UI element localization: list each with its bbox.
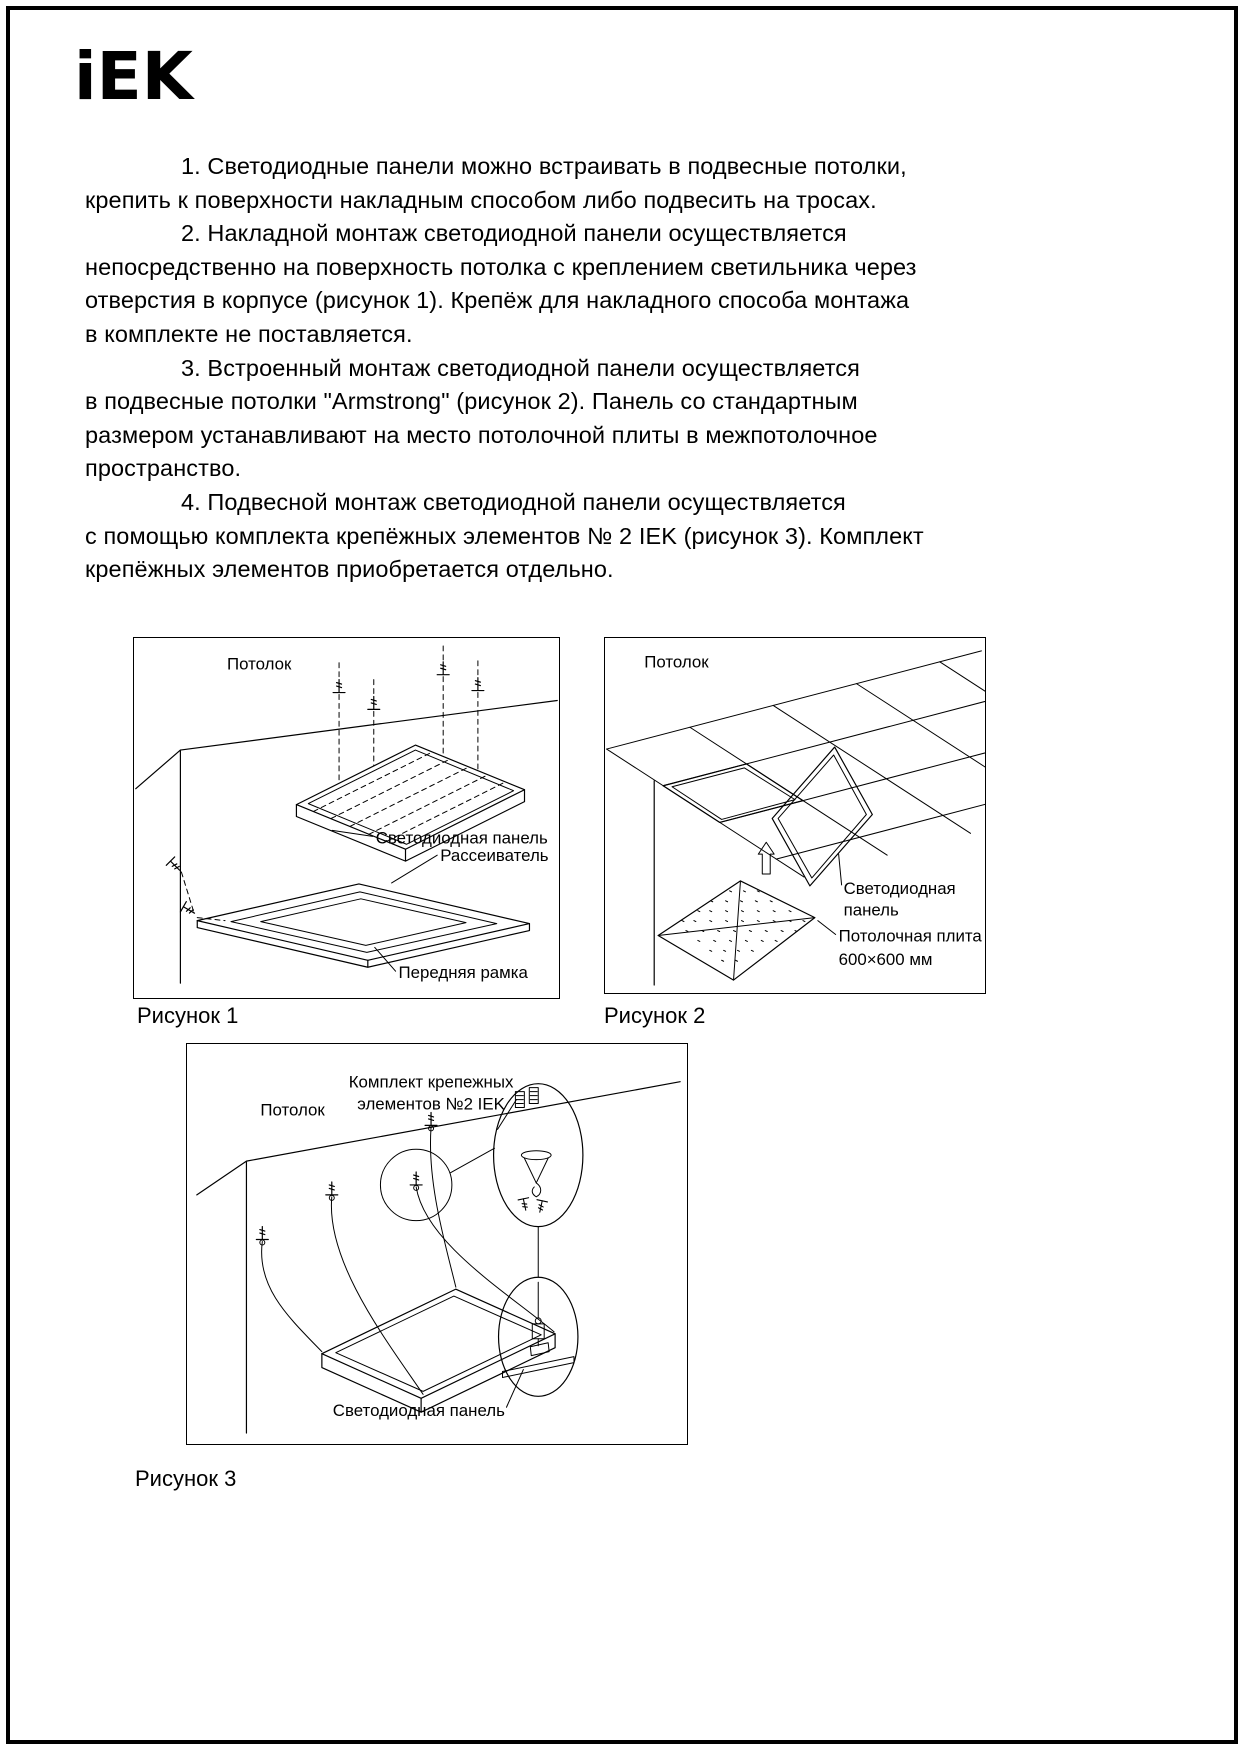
paragraph: 2. Накладной монтаж светодиодной панели осуществляется непосредственно на поверхность потолка с креплением светильника через отверстия в корпусе (рисунок 1). Крепёж для накладного способа монтажа в комплекте не поставляется. bbox=[85, 220, 917, 347]
instructions-text bbox=[85, 150, 1165, 587]
fig2-led-panel-drawing bbox=[772, 747, 872, 886]
figure-3-caption: Рисунок 3 bbox=[135, 1466, 237, 1491]
iek-logo: iEK bbox=[74, 38, 193, 115]
figure-2-box bbox=[604, 637, 986, 994]
fig2-tile-leader bbox=[818, 921, 836, 935]
figure-2-caption: Рисунок 2 bbox=[604, 1003, 706, 1028]
figure-1-diagram bbox=[134, 638, 559, 995]
fig1-label-frame: Передняя рамка bbox=[398, 963, 528, 983]
fig1-frame-leader bbox=[375, 947, 396, 971]
fig1-label-panel: Светодиодная панель bbox=[375, 828, 548, 848]
figure-3-diagram bbox=[187, 1044, 687, 1441]
fig1-diffuser-leader bbox=[392, 855, 438, 883]
fig3-label-kit-line1: Комплект крепежных bbox=[348, 1072, 514, 1092]
figure-2-diagram bbox=[605, 638, 985, 990]
figure-3-box bbox=[186, 1043, 688, 1445]
fig3-callout-connector-1 bbox=[450, 1148, 495, 1173]
fig2-panel-leader bbox=[839, 854, 842, 885]
fig1-label-diffuser: Рассеиватель bbox=[440, 846, 549, 866]
figure-1-caption: Рисунок 1 bbox=[137, 1003, 239, 1028]
fig3-label-kit-line2: элементов №2 IEK bbox=[357, 1094, 505, 1114]
fig2-label-tile-line1: Потолочная плита bbox=[838, 926, 982, 946]
figure-1-box bbox=[133, 637, 560, 999]
fig3-wire-grip-detail bbox=[499, 1277, 578, 1396]
fig3-suspension-wires bbox=[262, 1127, 555, 1394]
fig3-led-panel-drawing bbox=[322, 1289, 555, 1412]
paragraph: 3. Встроенный монтаж светодиодной панели осуществляется в подвесные потолки "Armstrong" (рисунок 2). Панель со стандартным размером устанавливают на место потолочной плиты в межпотолочное пространство. bbox=[85, 354, 878, 482]
fig3-label-panel: Светодиодная панель bbox=[332, 1401, 505, 1421]
fig2-label-ceiling: Потолок bbox=[644, 652, 709, 672]
fig2-label-panel-line1: Светодиодная bbox=[843, 878, 956, 898]
fig3-anchor-kit-detail bbox=[494, 1084, 583, 1227]
fig2-label-panel-line2: панель bbox=[843, 900, 899, 920]
paragraph: 1. Светодиодные панели можно встраивать в подвесные потолки, крепить к поверхности накладным способом либо подвесить на тросах. bbox=[85, 153, 907, 213]
fig3-label-ceiling: Потолок bbox=[260, 1100, 325, 1120]
fig2-ceiling-tile-drawing bbox=[658, 881, 815, 980]
fig1-frame-diffuser-drawing bbox=[166, 857, 529, 967]
fig2-up-arrow bbox=[758, 842, 774, 874]
paragraph: 4. Подвесной монтаж светодиодной панели осуществляется с помощью комплекта крепёжных элементов № 2 IEK (рисунок 3). Комплект крепёжных элементов приобретается отдельно. bbox=[85, 488, 924, 583]
fig2-label-tile-line2: 600×600 мм bbox=[838, 950, 933, 970]
fig1-label-ceiling: Потолок bbox=[227, 654, 292, 674]
fig3-suspension-screws bbox=[256, 1112, 437, 1244]
fig3-room-corner bbox=[197, 1082, 680, 1433]
fig1-mounting-screws bbox=[333, 646, 484, 783]
